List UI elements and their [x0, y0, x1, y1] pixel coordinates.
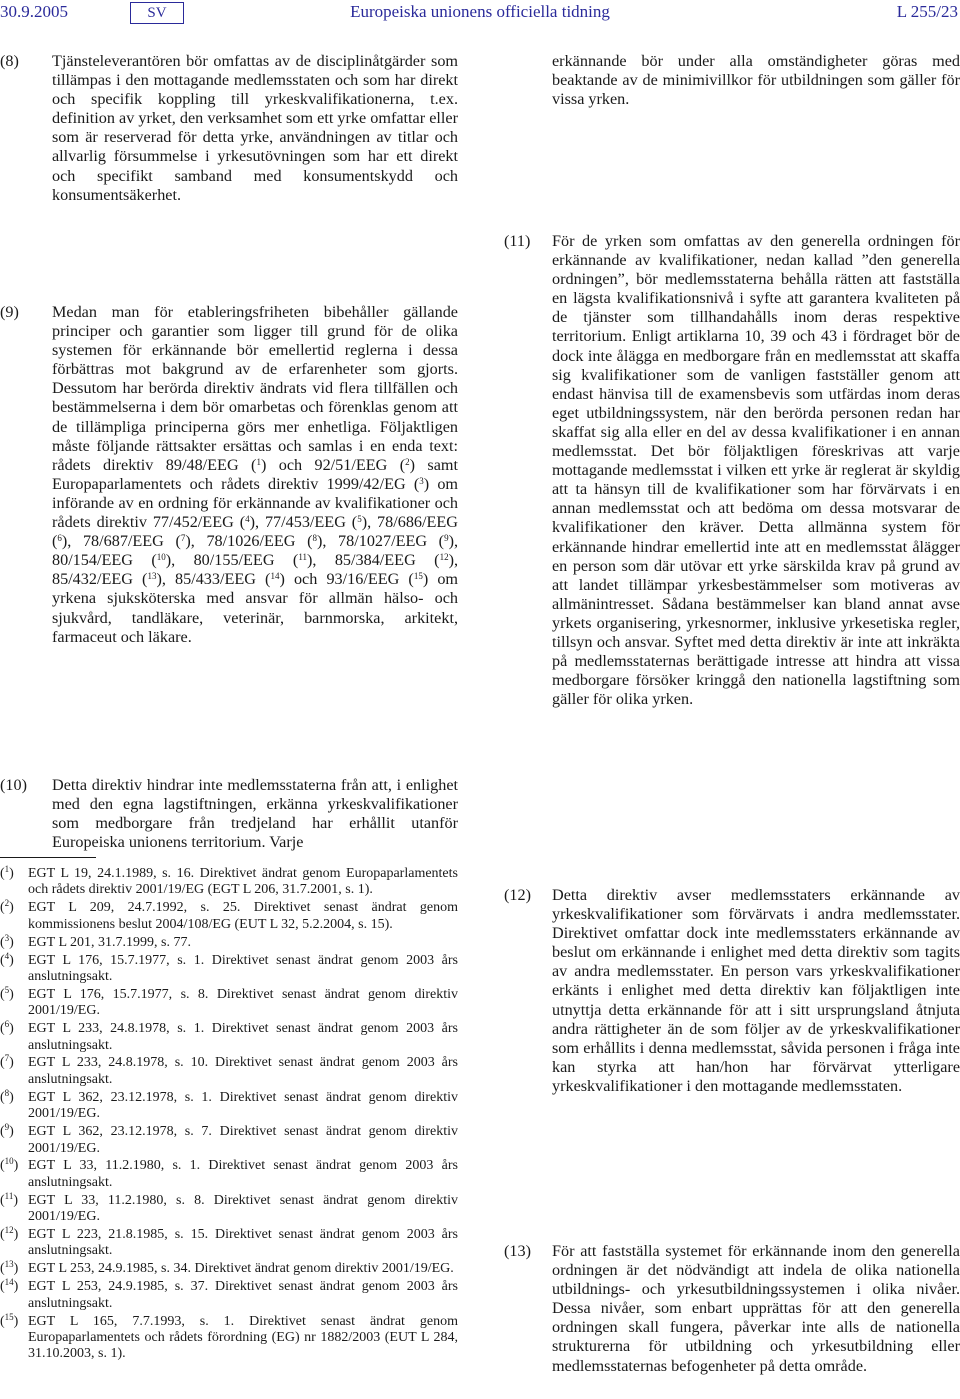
footnote-ref: 7 [180, 533, 186, 544]
footnote-divider [0, 857, 96, 858]
language-badge: SV [130, 2, 184, 24]
recital-text: För de yrken som omfattas av den generella ordningen för erkännande av kvalifikationer, nedan kallad ”den generella ordningen”, bör medlemsstaterna behålla rätten att fastställa en lägsta kvalifikationsnivå i syfte att garantera kvaliteten på de tjänster som tillhandahålls inom deras respektive territorium. Enligt artiklarna 10, 39 och 43 i fördraget bör de dock inte ålägga en medborgare från en medlemsstat att skaffa sig kvalifikationer som de vanligen fastställer genom att endast hänvisa till de examensbevis som utfärdas inom deras eget utbildningssystem, när den berörda personen redan har skaffat sig alla eller en del av dessa kvalifikationer i en annan medlemsstat. Det bör följaktligen föreskrivas att varje mottagande medlemsstat i vilken ett yrke är reglerat är skyldig att ta hänsyn till de kvalifikationer som har förvärvats i en annan medlemsstat och att bedöma om dessa motsvarar de kvalifikationer den kräver. Detta allmänna system för erkännande hindrar emellertid inte att en medlemsstat ålägger en person som där utövar ett yrke särskilda krav på grund av att landet tillämpar yrkesbestämmelser som motiveras av allmänintresset. Sådana bestämmelser kan bland annat avse yrkets organisering, yrkesnormer, inklusive yrkesetiska regler, tillsyn och ansvar. Syftet med detta direktiv är inte att inkräkta på medlemsstaternas berättigade intresse att hindra att vissa medborgare försöker kringgå den nationella lagstiftning som gäller för olika yrken. [552, 232, 960, 709]
recital-text-part: ) samt Europaparlamentets och rådets direktiv 1999/42/EG ( [52, 455, 459, 493]
footnote [0, 866, 458, 899]
footnote-number: ($^9$) [0, 1122, 14, 1140]
recital-text-part: ), 78/686/EEG ( [52, 513, 458, 551]
recital-text-part: ), 85/384/EEG ( [306, 551, 440, 570]
footnote-text: EGT L 362, 23.12.1978, s. 7. Direktivet senast ändrat genom direktiv 2001/19/EG. [28, 1124, 458, 1156]
recital-text-part: ) och 93/16/EEG ( [279, 570, 414, 589]
footnote-number: ($^{11}$) [0, 1190, 19, 1208]
footnote [0, 1261, 458, 1277]
header-date: 30.9.2005 [0, 2, 68, 21]
footnote-number: ($^{14}$) [0, 1277, 19, 1295]
recital-text-part: ) om yrkena sjuksköterska med ansvar för allmän hälso- och sjukvård, tandläkare, veterinär, barnmorska, arkitekt, farmaceut och läkare. [52, 570, 459, 646]
recital-10-continuation: erkännande bör under alla omständigheter göras med beaktande av de minimivillkor för utbildningen som gäller för vissa yrken. [552, 52, 960, 109]
recital-text: Tjänsteleverantören bör omfattas av de disciplinåtgärder som tillämpas i den mottagande medlemsstaten och som har direkt och specifik koppling till yrkeskvalifikationerna, t.ex. definition av yrket, den verksamhet som ett yrke omfattar eller som är reserverad för detta yrke, användningen av titlar och allvarlig försummelse i yrkesutövningen som har ett direkt och specifikt samband med konsumentskydd och konsumentsäkerhet. [52, 52, 458, 204]
footnote [0, 1227, 458, 1260]
footnote-ref: 6 [57, 533, 62, 544]
recital-text-part: ), 78/1027/EEG ( [316, 532, 445, 551]
page-header [0, 0, 960, 30]
recital-13 [504, 1242, 960, 1376]
recital-number: (10) [0, 776, 27, 794]
recital-number: (11) [504, 232, 531, 250]
recital-9 [0, 303, 458, 647]
journal-title: Europeiska unionens officiella tidning [350, 2, 610, 21]
footnote-text: EGT L 233, 24.8.1978, s. 1. Direktivet senast ändrat genom 2003 års anslutningsakt. [28, 1021, 458, 1053]
footnote-number-value: 11 [4, 1190, 14, 1201]
footnote-ref: 14 [270, 571, 280, 582]
footnote-ref: 4 [245, 514, 250, 525]
recital-text: Detta direktiv avser medlemsstaters erkännande av yrkeskvalifikationer som förvärvats i andra medlemsstater. Direktivet omfattar dock inte medlemsstaters erkännande av beslut om erkännande i enlighet med detta direktiv som tagits av andra medlemsstater. En person vars yrkeskvalifikationer erkänts i enlighet med detta direktiv kan följaktligen inte utnyttja detta erkännande för att i sitt ursprungsland åtnjuta andra rättigheter än de som följer av de yrkeskvalifikationer som erhållits i denna medlemsstat, såvida personen i fråga inte kan styrka att han/hon har förvärvat ytterligare yrkeskvalifikationer i den mottagande medlemsstaten. [552, 886, 960, 1095]
footnote-number-value: 4 [4, 950, 10, 961]
recital-text-part: ), 80/154/EEG ( [52, 532, 459, 570]
footnote [0, 1311, 458, 1363]
recital-11 [504, 232, 960, 709]
footnote-number: ($^{10}$) [0, 1156, 19, 1174]
footnote-text: EGT L 19, 24.1.1989, s. 16. Direktivet ändrat genom Europaparlamentets och rådets direktiv 2001/19/EG (EGT L 206, 31.7.2001, s. 1). [28, 866, 458, 898]
footnote-number-value: 5 [4, 984, 10, 995]
footnote-number-value: 6 [4, 1019, 10, 1030]
recital-text-part: ), 85/432/EEG ( [52, 551, 458, 589]
footnote-ref: 9 [444, 533, 449, 544]
footnote-text: EGT L 176, 15.7.1977, s. 8. Direktivet senast ändrat genom direktiv 2001/19/EG. [28, 986, 458, 1019]
footnote [0, 1021, 458, 1054]
footnote-ref: 12 [439, 552, 449, 563]
footnote-text: EGT L 233, 24.8.1978, s. 10. Direktivet senast ändrat genom 2003 års anslutningsakt. [28, 1055, 458, 1087]
footnote-ref: 15 [413, 571, 423, 582]
footnote [0, 984, 458, 1020]
recital-12 [504, 886, 960, 1096]
footnote [0, 1279, 458, 1312]
recital-text-part: ), 78/687/EEG ( [61, 532, 181, 551]
footnote [0, 1055, 458, 1088]
recital-number: (12) [504, 886, 531, 904]
footnote-number: ($^3$) [0, 932, 14, 950]
footnote-number: ($^1$) [0, 864, 14, 881]
footnote [0, 1158, 458, 1191]
recital-text-part: ) om införande av en ordning för erkännande av kvalifikationer och rådets direktiv 77/452/EEG ( [52, 474, 459, 532]
footnote-ref: 8 [312, 533, 317, 544]
footnote-ref: 11 [298, 552, 307, 563]
recital-text [52, 303, 458, 647]
footnote [0, 932, 458, 951]
footnote-number-value: 10 [4, 1156, 14, 1167]
recital-text-part: ), 78/1026/EEG ( [185, 532, 313, 551]
footnote [0, 900, 458, 933]
footnote-number-value: 9 [4, 1122, 10, 1133]
footnote-number: ($^6$) [0, 1019, 14, 1037]
footnote-number: ($^8$) [0, 1087, 14, 1105]
footnote-number-value: 7 [4, 1053, 10, 1064]
recital-text-part: ), 80/155/EEG ( [165, 551, 299, 570]
footnote [0, 1124, 458, 1157]
footnote-text: EGT L 253, 24.9.1985, s. 34. Direktivet ändrat genom direktiv 2001/19/EG. [28, 1261, 454, 1277]
footnote-number-value: 14 [4, 1277, 14, 1288]
footnote-text: EGT L 362, 23.12.1978, s. 1. Direktivet senast ändrat genom direktiv 2001/19/EG. [28, 1089, 458, 1122]
recital-text: Detta direktiv hindrar inte medlemsstaterna från att, i enlighet med den egna lagstiftningen, erkänna yrkeskvalifikationer som medborgare från tredjeland har erhållit utanför Europeiska unionens territorium. Varje [52, 776, 458, 852]
footnote-number-value: 2 [4, 898, 10, 909]
footnote-ref: 2 [405, 456, 410, 467]
footnote-ref: 5 [357, 514, 362, 525]
recital-8 [0, 52, 458, 205]
footnote-text: EGT L 253, 24.9.1985, s. 37. Direktivet senast ändrat genom 2003 års anslutningsakt. [28, 1279, 458, 1311]
recital-number: (9) [0, 303, 19, 321]
footnote-number-value: 15 [4, 1311, 14, 1322]
footnote [0, 1190, 458, 1226]
footnote-text: EGT L 33, 11.2.1980, s. 1. Direktivet senast ändrat genom 2003 års anslutningsakt. [28, 1158, 458, 1190]
footnotes [0, 866, 458, 1364]
footnote-text: EGT L 176, 15.7.1977, s. 1. Direktivet senast ändrat genom 2003 års anslutningsakt. [28, 952, 458, 984]
footnote-ref: 10 [156, 552, 166, 563]
footnote-number-value: 12 [4, 1225, 14, 1236]
footnote-number: ($^{15}$) [0, 1311, 19, 1329]
recital-number: (13) [504, 1242, 531, 1260]
footnote-number: ($^5$) [0, 984, 14, 1002]
footnote-number-value: 3 [4, 932, 10, 943]
footnote-number-value: 8 [4, 1087, 10, 1098]
footnote-ref: 13 [147, 571, 157, 582]
recital-text: För att fastställa systemet för erkännande inom den generella ordningen är det nödvändigt att indela de olika nationella utbildnings- och yrkesutbildningssystemen i olika nivåer. Dessa nivåer, som enbart upprättas för att den generella ordningen skall fungera, påverkar inte alls de nationella strukturerna för utbildning och yrkesutbildning eller medlemsstaternas befogenheter på detta område. [552, 1242, 960, 1375]
page-number: L 255/23 [896, 2, 958, 21]
footnote-number: ($^7$) [0, 1053, 14, 1071]
footnote-number-value: 1 [4, 864, 10, 874]
footnote-text: EGT L 33, 11.2.1980, s. 8. Direktivet senast ändrat genom direktiv 2001/19/EG. [28, 1192, 458, 1225]
recital-number: (8) [0, 52, 19, 70]
footnote-text: EGT L 209, 24.7.1992, s. 25. Direktivet senast ändrat genom kommissionens beslut 2004/108/EG (EUT L 32, 5.2.2004, s. 15). [28, 900, 458, 932]
footnote-number-value: 13 [4, 1259, 14, 1270]
recital-text-part: Medan man för etableringsfriheten bibehåller gällande principer och garantier som ligger till grund för de olika systemen för erkännande bör emellertid reglerna i dessa förbättras mot bakgrund av de erfarenheter som gjorts. Dessutom har berörda direktiv ändrats vid flera tillfällen och bestämmelserna i dem bör omarbetas och förenklas genom att de tillämpliga principerna görs mer enhetliga. Följaktligen måste följande rättsakter ersättas och samlas i en enda text: rådets direktiv 89/48/EEG ( [52, 303, 458, 474]
recital-text-part: ), 77/453/EEG ( [249, 513, 358, 532]
recital-10 [0, 776, 458, 852]
footnote-ref: 3 [419, 475, 424, 486]
recital-text-part: ), 85/433/EEG ( [156, 570, 271, 589]
footnote-text: EGT L 201, 31.7.1999, s. 77. [28, 934, 191, 950]
recital-text-part: ) och 92/51/EEG ( [260, 455, 406, 474]
footnote [0, 950, 458, 986]
footnote-number: ($^{13}$) [0, 1259, 19, 1277]
footnote-number: ($^2$) [0, 898, 14, 916]
footnote [0, 1087, 458, 1123]
footnote-ref: 1 [256, 456, 261, 467]
footnote-number: ($^4$) [0, 950, 14, 968]
footnote-text: EGT L 165, 7.7.1993, s. 1. Direktivet senast ändrat genom Europaparlamentets och rådets förordning (EG) nr 1882/2003 (EUT L 284, 31.10.2003, s. 1). [28, 1313, 458, 1362]
footnote-text: EGT L 223, 21.8.1985, s. 15. Direktivet senast ändrat genom 2003 års anslutningsakt. [28, 1227, 458, 1259]
footnote-number: ($^{12}$) [0, 1225, 19, 1243]
